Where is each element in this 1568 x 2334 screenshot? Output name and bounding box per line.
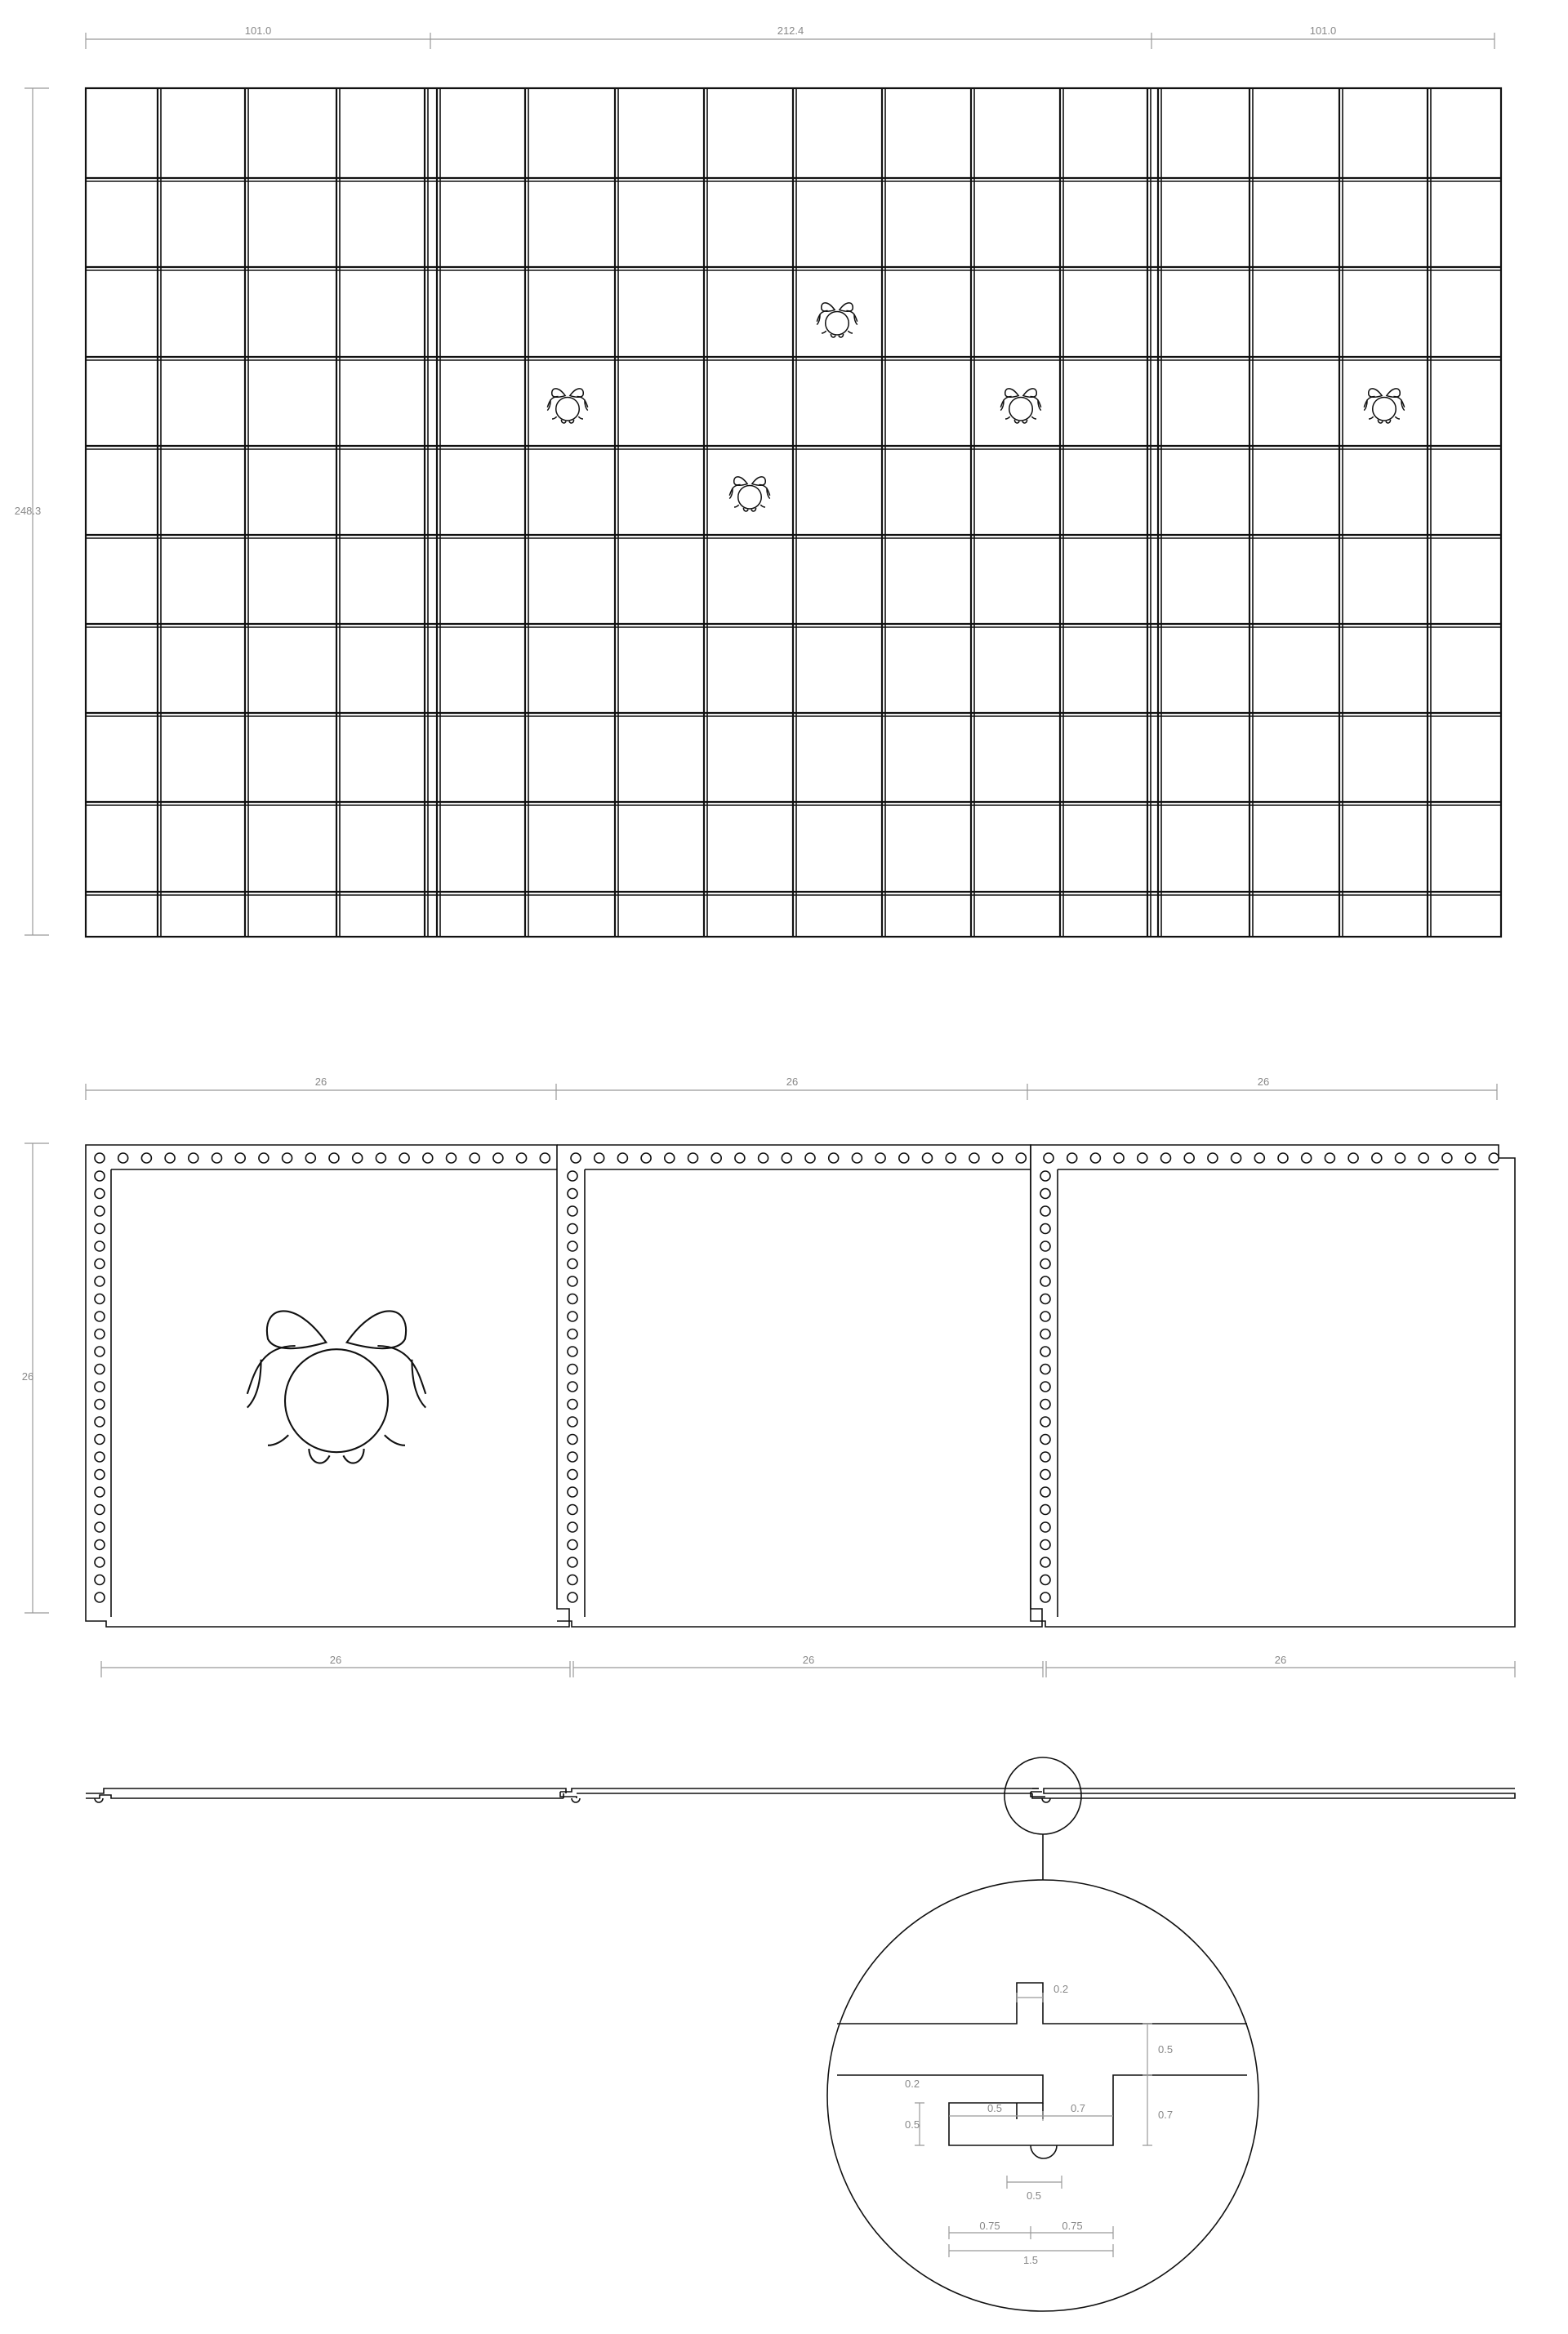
detail-dim-gap-top: 0.2 (1054, 1983, 1069, 1995)
grid-view (15, 24, 1501, 937)
hole (568, 1294, 577, 1304)
bow-wreath-icon (1000, 389, 1040, 423)
hole (95, 1347, 105, 1356)
panel-3-border (1058, 1169, 1499, 1617)
grid-left-dimension (15, 88, 49, 935)
hole (568, 1557, 577, 1567)
panel-top-dimensions (86, 1076, 1497, 1100)
hole (1016, 1153, 1026, 1163)
hole (95, 1592, 105, 1602)
ornament-group (729, 477, 769, 511)
hole (571, 1153, 581, 1163)
hole (568, 1575, 577, 1585)
hole (95, 1505, 105, 1515)
hole (568, 1487, 577, 1497)
hole (95, 1470, 105, 1480)
hole (95, 1206, 105, 1216)
bow-wreath-icon (247, 1311, 425, 1463)
hole (376, 1153, 385, 1163)
panel-2-outline (557, 1145, 1042, 1627)
hole (95, 1224, 105, 1234)
panel-3-outline (1031, 1145, 1515, 1627)
hole (1040, 1557, 1050, 1567)
hole (95, 1365, 105, 1374)
hole (782, 1153, 791, 1163)
hole (95, 1435, 105, 1445)
hole (423, 1153, 433, 1163)
detail-dim-bump: 0.5 (1026, 2189, 1042, 2202)
hole (1040, 1241, 1050, 1251)
detail-dim-total: 1.5 (1022, 2254, 1039, 2266)
hole (688, 1153, 698, 1163)
hole (759, 1153, 768, 1163)
detail-dim-left-small: 0.2 (905, 2078, 920, 2090)
detail-dim-slot-right: 0.7 (1070, 2102, 1086, 2114)
hole (1040, 1400, 1050, 1410)
hole (165, 1153, 175, 1163)
hole (1466, 1153, 1476, 1163)
hole (1040, 1505, 1050, 1515)
hole (283, 1153, 292, 1163)
hole (118, 1153, 128, 1163)
panel-dim-top-2: 26 (786, 1076, 799, 1088)
hole (141, 1153, 151, 1163)
hole (1067, 1153, 1077, 1163)
hole (568, 1347, 577, 1356)
grid-dim-left: 101.0 (244, 24, 272, 37)
hole (1040, 1259, 1050, 1269)
hole (399, 1153, 409, 1163)
detail-dim-right-lower: 0.7 (1158, 2109, 1174, 2121)
hole (1040, 1330, 1050, 1339)
hole (470, 1153, 479, 1163)
panel-view (22, 1076, 1515, 1677)
hole (946, 1153, 956, 1163)
hole (259, 1153, 269, 1163)
hole (568, 1365, 577, 1374)
hole (665, 1153, 675, 1163)
panel-dim-bottom-2: 26 (802, 1654, 815, 1666)
ornament-group (1000, 389, 1040, 423)
hole (95, 1487, 105, 1497)
section-profile (86, 1788, 1515, 1802)
hole (1040, 1347, 1050, 1356)
hole (1040, 1470, 1050, 1480)
grid-top-dimensions (86, 24, 1494, 49)
grid-dim-center: 212.4 (777, 24, 804, 37)
section-view (86, 1757, 1515, 2311)
hole (1325, 1153, 1334, 1163)
hole (568, 1276, 577, 1286)
panel-1-outline (86, 1145, 569, 1627)
hole (1040, 1224, 1050, 1234)
hole (568, 1470, 577, 1480)
bow-wreath-icon (729, 477, 769, 511)
panel-2-border (585, 1169, 1031, 1617)
ornament-group (1364, 389, 1404, 423)
hole (568, 1592, 577, 1602)
hole (1040, 1487, 1050, 1497)
hole (1419, 1153, 1428, 1163)
hole (899, 1153, 909, 1163)
bow-wreath-icon (547, 389, 587, 423)
hole (805, 1153, 815, 1163)
hole (875, 1153, 885, 1163)
hole (95, 1312, 105, 1321)
hole (447, 1153, 457, 1163)
hole (568, 1171, 577, 1181)
hole (1040, 1540, 1050, 1550)
hole (1040, 1452, 1050, 1462)
hole (1302, 1153, 1312, 1163)
hole (1040, 1435, 1050, 1445)
hole (617, 1153, 627, 1163)
hole (95, 1557, 105, 1567)
grid-dim-height: 248.3 (14, 505, 42, 517)
hole (1278, 1153, 1288, 1163)
hole (1138, 1153, 1147, 1163)
bow-wreath-icon (817, 303, 857, 337)
hole (329, 1153, 339, 1163)
hole (95, 1540, 105, 1550)
hole (1040, 1206, 1050, 1216)
hole (1040, 1189, 1050, 1199)
panel-outlines (86, 1145, 1515, 1627)
hole (95, 1452, 105, 1462)
hole (1489, 1153, 1499, 1163)
hole (1254, 1153, 1264, 1163)
hole (641, 1153, 651, 1163)
hole (993, 1153, 1003, 1163)
panel-dim-bottom-3: 26 (1274, 1654, 1287, 1666)
hole (1372, 1153, 1382, 1163)
ornament-group (547, 389, 587, 423)
panel-holes (95, 1153, 1499, 1602)
hole (1040, 1382, 1050, 1392)
hole (1114, 1153, 1124, 1163)
hole (568, 1382, 577, 1392)
hole (1040, 1522, 1050, 1532)
detail-profile (837, 1983, 1247, 2158)
hole (1040, 1592, 1050, 1602)
hole (829, 1153, 839, 1163)
hole (852, 1153, 862, 1163)
hole (568, 1435, 577, 1445)
hole (568, 1505, 577, 1515)
hole (568, 1206, 577, 1216)
hole (1161, 1153, 1171, 1163)
hole (568, 1224, 577, 1234)
hole (95, 1171, 105, 1181)
hole (568, 1259, 577, 1269)
panel-1-border (111, 1169, 557, 1617)
hole (1040, 1276, 1050, 1286)
hole (95, 1259, 105, 1269)
large-ornament (247, 1311, 425, 1463)
hole (493, 1153, 503, 1163)
hole (735, 1153, 745, 1163)
hole (1090, 1153, 1100, 1163)
detail-dim-half-b: 0.75 (1062, 2220, 1083, 2232)
hole (1040, 1171, 1050, 1181)
hole (1040, 1365, 1050, 1374)
hole (1040, 1312, 1050, 1321)
hole (1442, 1153, 1452, 1163)
hole (353, 1153, 363, 1163)
grid-cells (86, 88, 1501, 937)
hole (568, 1312, 577, 1321)
detail-dim-slot-left: 0.5 (987, 2102, 1003, 2114)
grid-dim-right: 101.0 (1309, 24, 1337, 37)
hole (95, 1417, 105, 1427)
hole (235, 1153, 245, 1163)
hole (95, 1330, 105, 1339)
bow-wreath-icon (1364, 389, 1404, 423)
hole (568, 1241, 577, 1251)
hole (1184, 1153, 1194, 1163)
grid-ornaments (547, 303, 1404, 511)
hole (1040, 1575, 1050, 1585)
panel-dim-height: 26 (21, 1370, 34, 1383)
hole (711, 1153, 721, 1163)
detail-dim-left-mid: 0.5 (905, 2118, 920, 2131)
hole (568, 1330, 577, 1339)
detail-dim-right-upper: 0.5 (1158, 2043, 1174, 2056)
hole (95, 1575, 105, 1585)
panel-dim-top-1: 26 (314, 1076, 327, 1088)
hole (595, 1153, 604, 1163)
hole (95, 1382, 105, 1392)
hole (1040, 1294, 1050, 1304)
panel-left-dimension (22, 1143, 49, 1613)
hole (1348, 1153, 1358, 1163)
hole (95, 1294, 105, 1304)
ornament-group (817, 303, 857, 337)
hole (1040, 1417, 1050, 1427)
detail-dim-half-a: 0.75 (979, 2220, 1000, 2232)
hole (95, 1189, 105, 1199)
hole (568, 1522, 577, 1532)
panel-dim-bottom-1: 26 (329, 1654, 342, 1666)
hole (305, 1153, 315, 1163)
hole (540, 1153, 550, 1163)
hole (568, 1452, 577, 1462)
hole (1044, 1153, 1054, 1163)
panel-bottom-dimensions (101, 1654, 1515, 1677)
hole (568, 1189, 577, 1199)
detail-dimensions (905, 1983, 1173, 2266)
hole (568, 1417, 577, 1427)
hole (212, 1153, 222, 1163)
hole (568, 1400, 577, 1410)
detail-callout (827, 1757, 1258, 2311)
hole (1396, 1153, 1405, 1163)
hole (95, 1276, 105, 1286)
hole (923, 1153, 933, 1163)
hole (95, 1522, 105, 1532)
hole (517, 1153, 527, 1163)
hole (95, 1241, 105, 1251)
hole (95, 1400, 105, 1410)
hole (969, 1153, 979, 1163)
hole (1232, 1153, 1241, 1163)
hole (1208, 1153, 1218, 1163)
hole (95, 1153, 105, 1163)
hole (568, 1540, 577, 1550)
hole (189, 1153, 198, 1163)
panel-dim-top-3: 26 (1257, 1076, 1270, 1088)
